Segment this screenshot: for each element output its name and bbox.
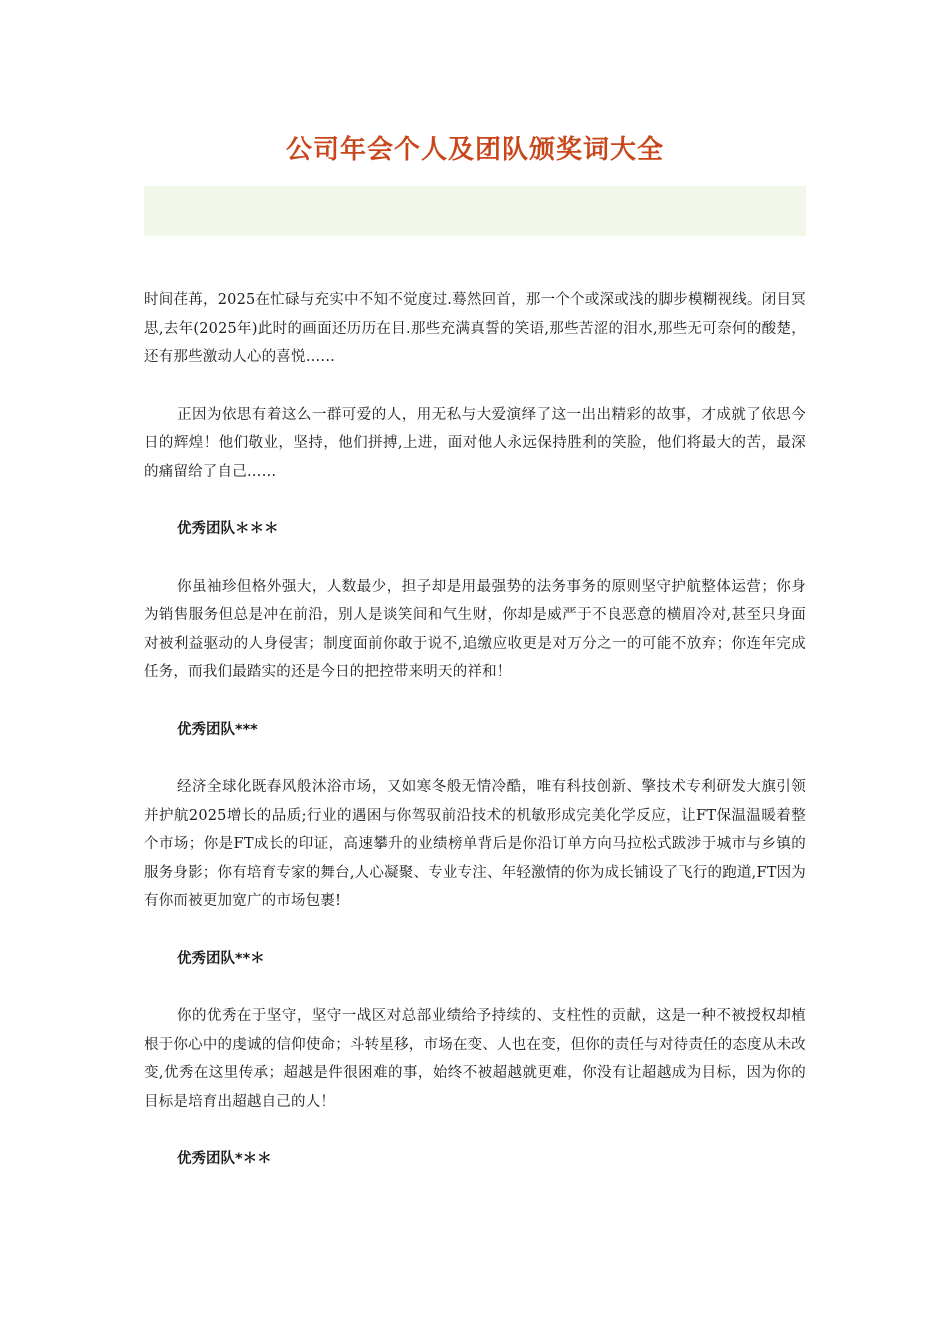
document-body [144, 286, 806, 1203]
section-heading-3: 优秀团队**＊ [177, 950, 265, 967]
section-heading-4: 优秀团队*＊＊ [177, 1151, 272, 1167]
section-heading-2: 优秀团队*** [177, 721, 258, 738]
section-text-3: 你的优秀在于坚守，坚守一战区对总部业绩给予持续的、支柱性的贡献，这是一种不被授权却植根于你心中的虔诚的信仰使命；斗转星移，市场在变、人也在变，但你的责任与对待责任的态度从未改变,优秀在这里传承；超越是件很困难的事，始终不被超越就更难，你没有让超越成为目标，因为你的目标是培育出超越自己的人！ [144, 1008, 806, 1110]
title-banner [144, 186, 806, 236]
section-text-2: 经济全球化既春风般沐浴市场，又如寒冬般无情冷酷，唯有科技创新、擎技术专利研发大旗引领并护航2025增长的品质;行业的遇困与你驾驭前沿技术的机敏形成完美化学反应，让FT保温温暖着整个市场；你是FT成长的印证，高速攀升的业绩榜单背后是你沿订单方向马拉松式跋涉于城市与乡镇的服务身影；你有培育专家的舞台,人心凝聚、专业专注、年轻激情的你为成长铺设了飞行的跑道,FT因为有你而被更加宽广的市场包裹! [144, 779, 806, 909]
document-title: 公司年会个人及团队颁奖词大全 [285, 135, 664, 165]
section-heading-1: 优秀团队＊＊＊ [177, 521, 279, 537]
intro-paragraph-2: 正因为依思有着这么一群可爱的人，用无私与大爱演绎了这一出出精彩的故事，才成就了依思今日的辉煌！他们敬业，坚持，他们拼搏,上进，面对他人永远保持胜利的笑脸，他们将最大的苦，最深的痛留给了自己…… [144, 406, 806, 480]
section-text-1: 你虽袖珍但格外强大，人数最少，担子却是用最强势的法务事务的原则坚守护航整体运营；你身为销售服务但总是冲在前沿，别人是谈笑间和气生财，你却是威严于不良恶意的横眉冷对,甚至只身面对被利益驱动的人身侵害；制度面前你敢于说不,追缴应收更是对万分之一的可能不放弃；你连年完成任务，而我们最踏实的还是今日的把控带来明天的祥和！ [144, 578, 806, 680]
intro-paragraph-1: 时间荏苒，2025在忙碌与充实中不知不觉度过.蓦然回首，那一个个或深或浅的脚步模糊视线。闭目冥思,去年(2025年)此时的画面还历历在目.那些充满真誓的笑语,那些苦涩的泪水,那些无可奈何的酸楚，还有那些激动人心的喜悦…… [144, 292, 806, 365]
